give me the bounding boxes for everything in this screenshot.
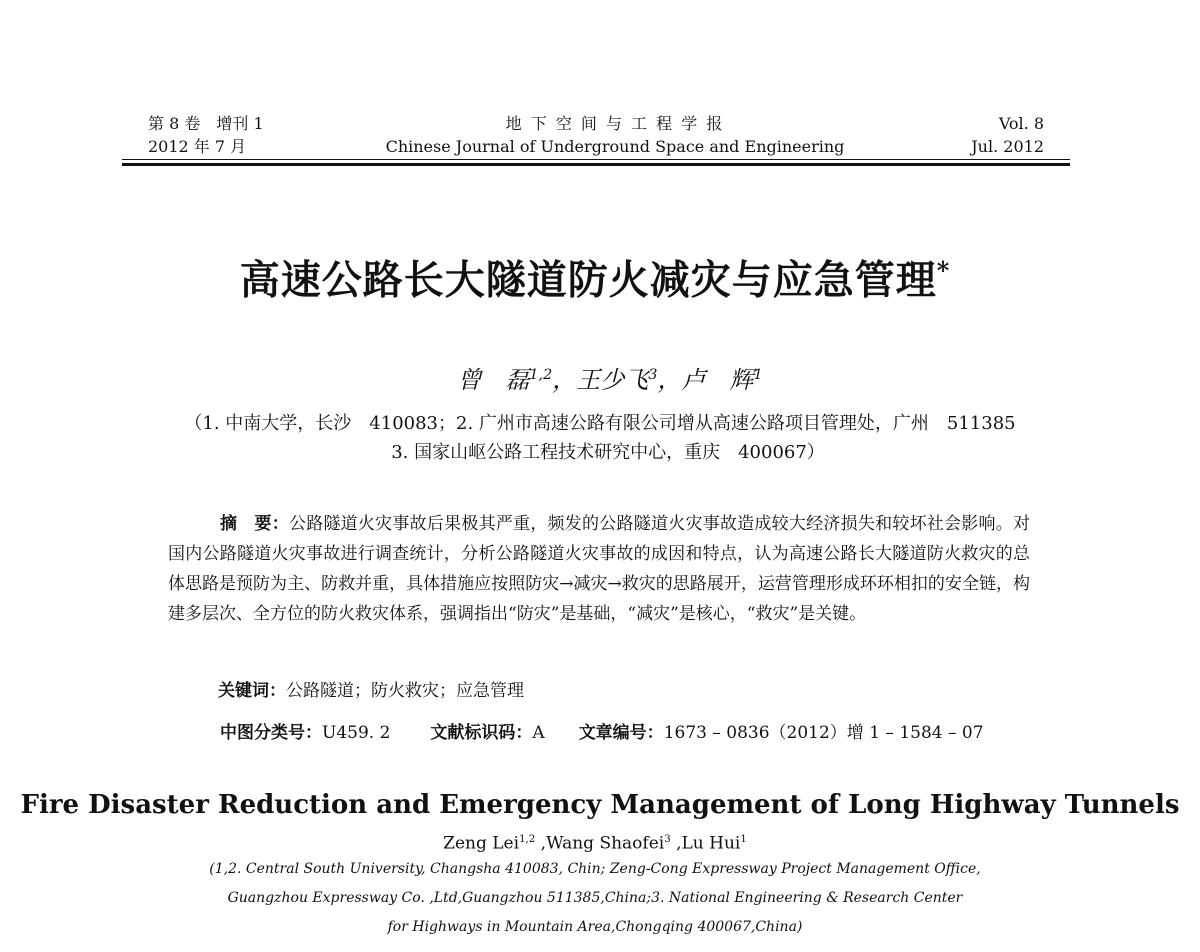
affiliation-en-line: (1,2. Central South University, Changsha 410083, Chin; Zeng-Cong Expressway Project Management Office, [209, 861, 981, 877]
author-name-en: Lu Hui [681, 833, 741, 854]
abstract-zh [168, 509, 1030, 629]
clc-label: 中图分类号： [220, 723, 322, 743]
affiliation-en-line: for Highways in Mountain Area,Chongqing 400067,China) [387, 919, 803, 935]
author-affiliation-mark: 1,2 [529, 367, 553, 383]
author-affiliation-mark-en: 3 [664, 834, 671, 845]
doc-code-value: A [532, 723, 545, 743]
journal-name-zh: 地 下 空 间 与 工 程 学 报 [505, 114, 725, 133]
paper-title-en: Fire Disaster Reduction and Emergency Management of Long Highway Tunnels [20, 790, 1180, 820]
author-name: 王少飞 [576, 366, 649, 394]
affiliation-zh-line: （1. 中南大学，长沙 410083；2. 广州市高速公路有限公司增从高速公路项目管理处，广州 511385 [184, 413, 1016, 434]
author-name-en: Wang Shaofei [546, 833, 665, 854]
author-separator-en: , [670, 833, 682, 854]
author-separator: ， [657, 366, 682, 394]
author-affiliation-mark-en: 1 [740, 834, 747, 845]
clc-value: U459. 2 [322, 723, 391, 743]
paper-title-zh-text: 高速公路长大隧道防火减灾与应急管理 [239, 256, 937, 304]
volume-issue: 第 8 卷 增刊 1 [148, 114, 264, 133]
author-list-en [0, 828, 1190, 856]
abstract-label: 摘 要： [220, 514, 289, 534]
keywords-zh [218, 677, 524, 705]
title-footnote-mark: * [936, 256, 951, 285]
doc-code-label: 文献标识码： [430, 723, 533, 743]
author-separator: ， [552, 366, 577, 394]
affiliation-en-line: Guangzhou Expressway Co. ,Ltd,Guangzhou 511385,China;3. National Engineering & Research Center [227, 890, 963, 906]
article-no-label: 文章编号： [578, 723, 664, 743]
author-affiliation-mark: 3 [648, 367, 658, 383]
journal-name-en: Chinese Journal of Underground Space and Engineering [385, 137, 845, 156]
date-en: Jul. 2012 [971, 137, 1044, 156]
header-rule-thin [122, 159, 1070, 160]
author-affiliation-mark: 1 [753, 367, 763, 383]
keywords-label: 关键词： [218, 681, 286, 701]
abstract-text: 公路隧道火灾事故后果极其严重，频发的公路隧道火灾事故造成较大经济损失和较坏社会影响。对国内公路隧道火灾事故进行调查统计，分析公路隧道火灾事故的成因和特点，认为高速公路长大隧道防火救灾的总体思路是预防为主、防救并重，具体措施应按照防灾→减灾→救灾的思路展开，运营管理形成环环相扣的安全链，构建多层次、全方位的防火救灾体系，强调指出“防灾”是基础，“减灾”是核心，“救灾”是关键。 [168, 514, 1031, 624]
volume-en: Vol. 8 [998, 114, 1044, 133]
author-name-en: Zeng Lei [443, 833, 520, 854]
classification-line [220, 720, 984, 746]
header-rule-thick [122, 163, 1070, 166]
author-affiliation-mark-en: 1,2 [519, 834, 536, 845]
article-no-value: 1673 – 0836（2012）增 1 – 1584 – 07 [663, 723, 984, 743]
author-list-zh [0, 358, 1200, 397]
author-separator-en: , [535, 833, 547, 854]
paper-title-zh [0, 243, 1190, 308]
author-name: 曾 磊 [457, 366, 530, 394]
author-name: 卢 辉 [681, 366, 754, 394]
affiliation-zh-line: 3. 国家山岖公路工程技术研究中心，重庆 400067） [391, 442, 825, 463]
publication-date: 2012 年 7 月 [148, 137, 247, 156]
keywords-text: 公路隧道；防火救灾；应急管理 [286, 681, 524, 701]
